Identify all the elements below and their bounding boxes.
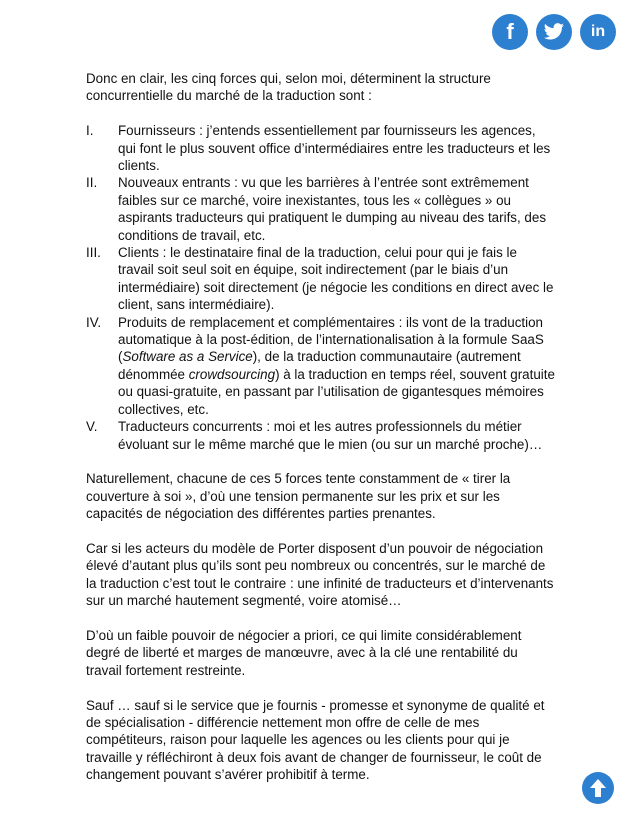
twitter-icon xyxy=(543,23,565,41)
twitter-share-button[interactable] xyxy=(536,14,572,50)
list-item-text: Nouveaux entrants : vu que les barrières à l’entrée sont extrêmement faibles sur ce marché, voire inexistantes, tous les « collègues » ou aspirants traducteurs qui pratiquent le dumping au niveau des tarifs, des conditions de travail, etc. xyxy=(118,175,547,243)
paragraph: Naturellement, chacune de ces 5 forces tente constamment de « tirer la couverture à soi », d’où une tension permanente sur les prix et sur les capacités de négociation des différentes parties prenantes. xyxy=(86,471,511,522)
paragraph: Car si les acteurs du modèle de Porter disposent d’un pouvoir de négociation élevé d’autant plus qu’ils sont peu nombreux ou concentrés, sur le marché de la traduction c’est tout le contraire : une infinité de traducteurs et d’intervenants sur un marché hautement segmenté, voire atomisé… xyxy=(86,540,554,609)
scroll-to-top-button[interactable] xyxy=(582,772,614,804)
list-number: I. xyxy=(86,123,94,139)
list-item-text-a: Produits de remplacement et complémentaires : ils vont de la traduction automatique à la post-édition, de l’internationalisation à la formule SaaS ( xyxy=(118,314,544,365)
list-item-text: Traducteurs concurrents : moi et les autres professionnels du métier évoluant sur le même marché que le mien (ou sur un marché proche)… xyxy=(118,419,543,452)
saas-term: Software as a Service xyxy=(122,349,253,365)
list-item xyxy=(86,122,556,174)
social-share-bar xyxy=(492,14,616,50)
list-item xyxy=(86,418,556,453)
list-item-text: Clients : le destinataire final de la traduction, celui pour qui je fais le travail soit seul soit en équipe, soit indirectement (par le biais d’un intermédiaire) soit directement (je négocie les conditions en direct avec le client, sans intermédiaire). xyxy=(118,245,554,313)
list-number: V. xyxy=(86,419,98,435)
document-body xyxy=(86,70,556,801)
list-item xyxy=(86,314,556,418)
list-item-text-b: ), de la traduction communautaire (autrement dénommée xyxy=(118,349,521,382)
crowdsourcing-term: crowdsourcing xyxy=(188,366,276,382)
five-forces-list xyxy=(86,122,556,453)
linkedin-icon: in xyxy=(590,23,606,40)
list-item xyxy=(86,244,556,314)
list-number: III. xyxy=(86,245,101,261)
arrow-up-icon xyxy=(589,778,607,798)
facebook-share-button[interactable] xyxy=(492,14,528,50)
paragraph: Sauf … sauf si le service que je fournis - promesse et synonyme de qualité et de spécialisation - différencie nettement mon offre de celle de mes compétiteurs, raison pour laquelle les agences ou les clients pour qui je travaille y réfléchiront à deux fois avant de changer de fournisseur, le coût de changement pouvant s’avérer prohibitif à terme. xyxy=(86,697,545,783)
list-number: IV. xyxy=(86,314,102,330)
list-item-text: Fournisseurs : j’entends essentiellement par fournisseurs les agences, qui font le plus souvent office d’intermédiaires entre les traducteurs et les clients. xyxy=(118,123,551,174)
facebook-icon: f xyxy=(506,19,514,44)
list-item xyxy=(86,174,556,244)
list-number: II. xyxy=(86,175,98,191)
intro-paragraph: Donc en clair, les cinq forces qui, selon moi, déterminent la structure concurrentielle du marché de la traduction sont : xyxy=(86,71,491,104)
list-item-text-c: ) à la traduction en temps réel, souvent gratuite ou quasi-gratuite, en passant par l’utilisation de gigantesques mémoires collectives, etc. xyxy=(118,366,555,417)
paragraph: D’où un faible pouvoir de négocier a priori, ce qui limite considérablement degré de liberté et marges de manœuvre, avec à la clé une rentabilité du travail fortement restreinte. xyxy=(86,627,522,678)
linkedin-share-button[interactable] xyxy=(580,14,616,50)
